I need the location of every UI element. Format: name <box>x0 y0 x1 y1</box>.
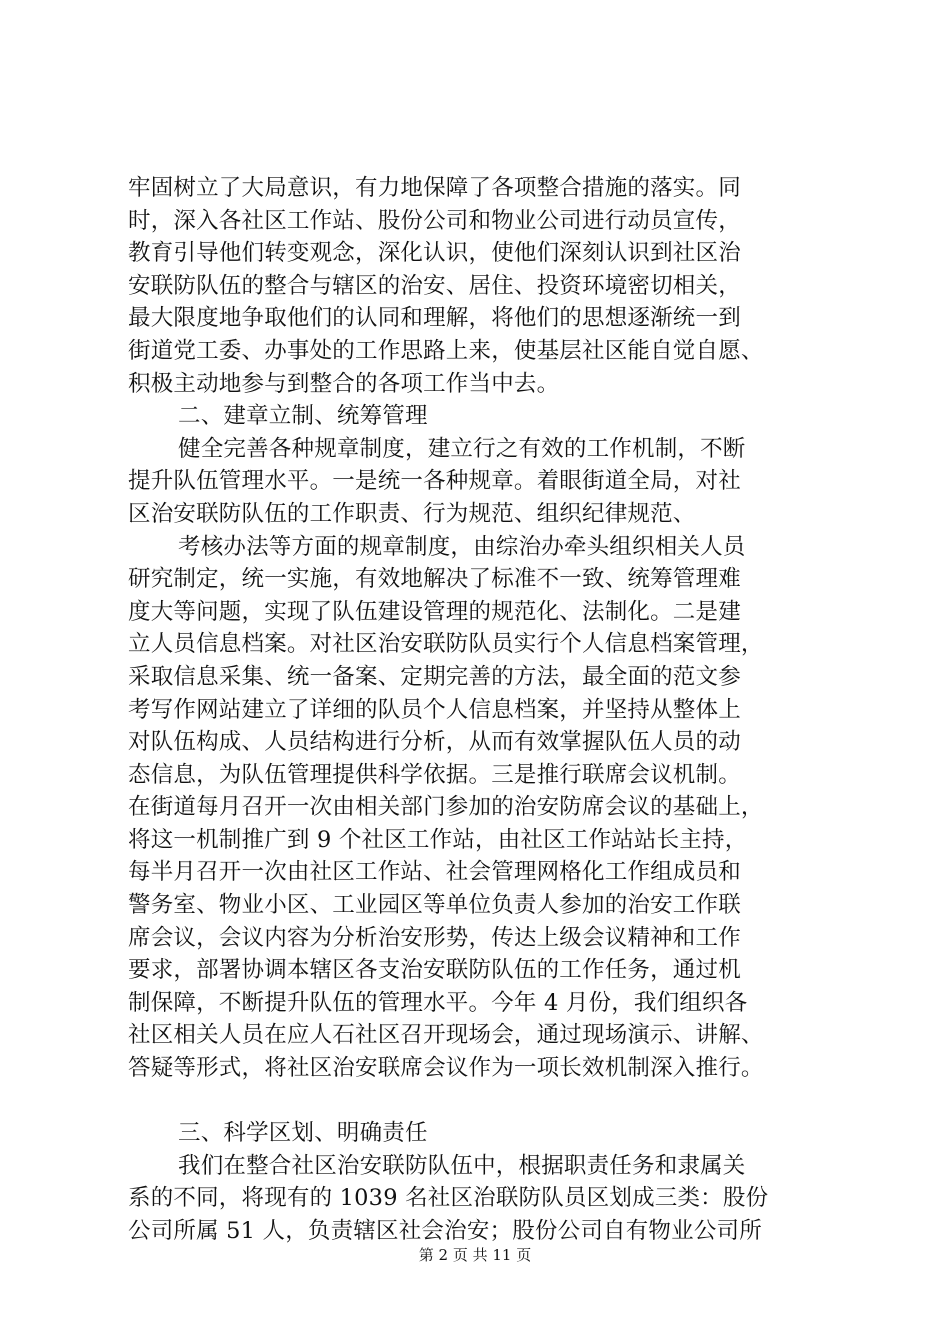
text-line: 采取信息采集、统一备案、定期完善的方法，最全面的范文参 <box>128 663 741 690</box>
text-line: 席会议，会议内容为分析治安形势，传达上级会议精神和工作 <box>128 924 741 951</box>
text-line: 态信息，为队伍管理提供科学依据。三是推行联席会议机制。 <box>128 761 741 788</box>
text-line: 提升队伍管理水平。一是统一各种规章。着眼街道全局，对社 <box>128 468 741 495</box>
text-line: 时，深入各社区工作站、股份公司和物业公司进行动员宣传， <box>128 207 741 234</box>
text-line: 我们在整合社区治安联防队伍中，根据职责任务和隶属关 <box>178 1152 746 1179</box>
text-line: 立人员信息档案。对社区治安联防队员实行个人信息档案管理， <box>128 631 764 658</box>
text-line: 将这一机制推广到 9 个社区工作站，由社区工作站站长主持， <box>128 826 748 853</box>
text-line: 安联防队伍的整合与辖区的治安、居住、投资环境密切相关， <box>128 272 741 299</box>
text-line: 在街道每月召开一次由相关部门参加的治安防席会议的基础上， <box>128 794 764 821</box>
document-body <box>128 172 840 1248</box>
text-line: 每半月召开一次由社区工作站、社会管理网格化工作组成员和 <box>128 859 741 886</box>
text-line: 健全完善各种规章制度，建立行之有效的工作机制，不断 <box>178 435 746 462</box>
text-line: 要求，部署协调本辖区各支治安联防队伍的工作任务，通过机 <box>128 957 741 984</box>
text-line: 考写作网站建立了详细的队员个人信息档案，并坚持从整体上 <box>128 696 741 723</box>
blank-line <box>128 1085 840 1118</box>
text-line: 二、建章立制、统筹管理 <box>178 403 428 430</box>
text-line: 公司所属 51 人，负责辖区社会治安；股份公司自有物业公司所 <box>128 1218 762 1244</box>
text-line: 街道党工委、办事处的工作思路上来，使基层社区能自觉自愿、 <box>128 337 764 364</box>
text-line: 社区相关人员在应人石社区召开现场会，通过现场演示、讲解、 <box>128 1022 764 1049</box>
text-line: 答疑等形式，将社区治安联席会议作为一项长效机制深入推行。 <box>128 1055 764 1082</box>
text-line: 牢固树立了大局意识，有力地保障了各项整合措施的落实。同 <box>128 175 741 201</box>
text-line: 三、科学区划、明确责任 <box>178 1120 428 1147</box>
text-line: 教育引导他们转变观念，深化认识，使他们深刻认识到社区治 <box>128 240 741 267</box>
page-footer: 第 2 页 共 11 页 <box>418 1246 532 1264</box>
text-line: 系的不同，将现有的 1039 名社区治联防队员区划成三类：股份 <box>128 1185 769 1212</box>
text-line: 警务室、物业小区、工业园区等单位负责人参加的治安工作联 <box>128 892 741 919</box>
text-line: 最大限度地争取他们的认同和理解，将他们的思想逐渐统一到 <box>128 305 741 332</box>
text-line: 制保障，不断提升队伍的管理水平。今年 4 月份，我们组织各 <box>128 989 748 1016</box>
text-line: 区治安联防队伍的工作职责、行为规范、组织纪律规范、 <box>128 500 696 527</box>
text-line: 度大等问题，实现了队伍建设管理的规范化、法制化。二是建 <box>128 598 741 625</box>
text-line: 积极主动地参与到整合的各项工作当中去。 <box>128 370 560 397</box>
text-line: 考核办法等方面的规章制度，由综治办牵头组织相关人员 <box>178 533 746 560</box>
text-line: 研究制定，统一实施，有效地解决了标准不一致、统筹管理难 <box>128 566 741 593</box>
text-line: 对队伍构成、人员结构进行分析，从而有效掌握队伍人员的动 <box>128 729 741 756</box>
